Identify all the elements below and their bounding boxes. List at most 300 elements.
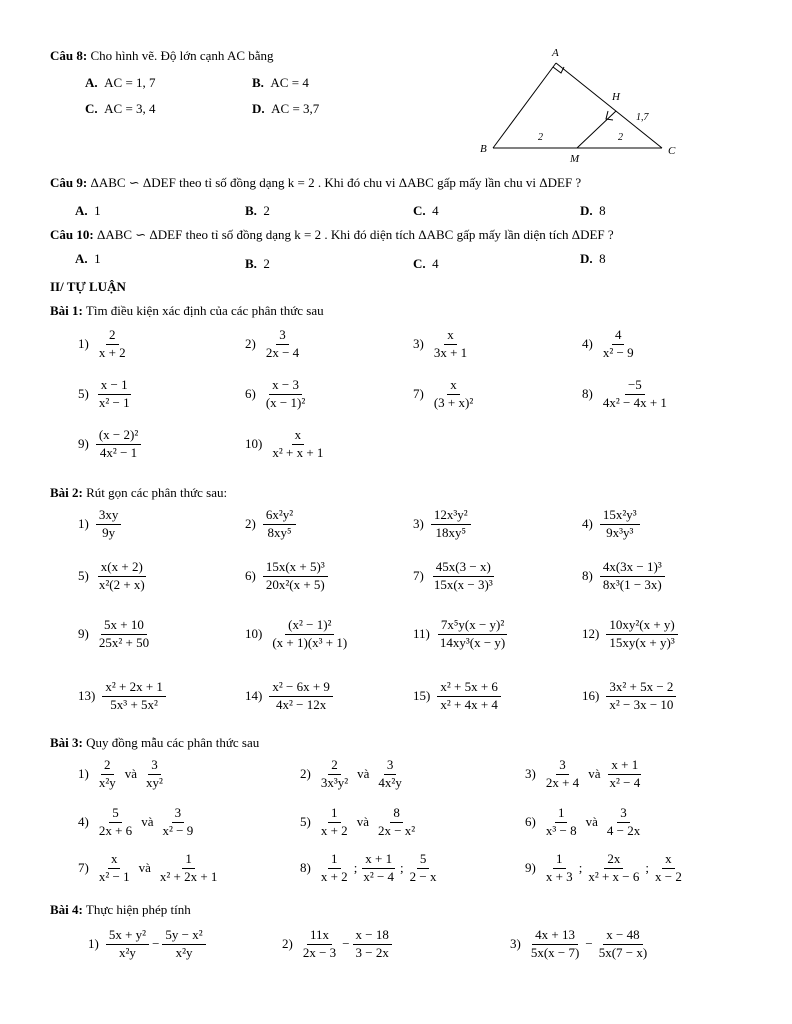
numerator: 3: [617, 806, 630, 823]
denominator: x² + x − 6: [588, 868, 640, 884]
item-number: 6): [245, 568, 256, 584]
bai1-item: [582, 328, 640, 361]
numerator: x + 1: [608, 758, 641, 775]
fraction: [375, 806, 418, 839]
length-hc: 1,7: [636, 112, 649, 123]
connector-word: và: [357, 766, 370, 782]
bai2-item: [413, 508, 474, 541]
triangle-figure: [470, 40, 690, 170]
numerator: 15x²y³: [600, 508, 640, 525]
denominator: 5x(7 − x): [598, 944, 648, 960]
numerator: x: [108, 852, 121, 869]
fraction: [652, 852, 685, 885]
q8-option-b[interactable]: [252, 75, 309, 91]
denominator: x + 2: [320, 868, 348, 884]
item-number: 12): [582, 626, 600, 642]
numerator: 3xy: [96, 508, 122, 525]
option-value: 2: [263, 203, 270, 218]
bai2-label: Bài 2:: [50, 485, 83, 500]
numerator: 3x² + 5x − 2: [606, 680, 676, 697]
q9-text: ΔABC ∽ ΔDEF theo tỉ số đồng dạng k = 2 . Khi đó chu vi ΔABC gấp mấy lần chu vi ΔDEF ?: [90, 175, 582, 190]
option-key: A.: [75, 203, 88, 218]
numerator: x: [447, 378, 460, 395]
bai3-item: [525, 758, 646, 791]
fraction: [596, 928, 651, 961]
denominator: x + 2: [98, 344, 126, 360]
denominator: 25x² + 50: [98, 634, 150, 650]
option-key: B.: [245, 203, 257, 218]
bai4-text: Thực hiện phép tính: [85, 902, 191, 917]
q9-option-b[interactable]: [245, 203, 270, 219]
item-number: 3): [525, 766, 536, 782]
numerator: x: [292, 428, 305, 445]
denominator: 2x − 4: [265, 344, 300, 360]
denominator: 3x + 1: [433, 344, 468, 360]
fraction: [360, 852, 397, 885]
length-mc: 2: [618, 132, 623, 143]
bai2-item: [78, 560, 151, 593]
item-number: 10): [245, 436, 263, 452]
bai2-heading: [50, 485, 227, 501]
operator: −: [152, 936, 160, 952]
option-key: B.: [252, 75, 264, 90]
numerator: 5: [417, 852, 430, 869]
fraction: [606, 758, 643, 791]
denominator: 2x + 6: [98, 822, 133, 838]
q9-option-c[interactable]: [413, 203, 439, 219]
denominator: 14xy³(x − y): [439, 634, 506, 650]
denominator: 4x²y: [378, 774, 402, 790]
vertex-label-m: M: [570, 153, 580, 165]
bai3-item: [300, 806, 421, 839]
option-key: B.: [245, 256, 257, 271]
fraction: [585, 852, 642, 885]
fraction: [318, 758, 351, 791]
fraction: [263, 328, 302, 361]
numerator: 2x: [604, 852, 623, 869]
item-number: 10): [245, 626, 263, 642]
item-number: 2): [245, 516, 256, 532]
numerator: 3: [148, 758, 161, 775]
fraction: [606, 680, 676, 713]
fraction: [263, 560, 328, 593]
fraction: [263, 378, 308, 411]
q10-label: Câu 10:: [50, 227, 94, 242]
numerator: 2: [101, 758, 114, 775]
denominator: xy²: [146, 774, 163, 790]
fraction: [159, 806, 196, 839]
fraction: [543, 852, 576, 885]
q8-text: Cho hình vẽ. Độ lớn cạnh AC bằng: [90, 48, 274, 63]
item-number: 3): [510, 936, 521, 952]
bai1-item: [245, 428, 329, 461]
fraction: [96, 758, 119, 791]
denominator: 9x³y³: [606, 524, 634, 540]
fraction: [96, 852, 133, 885]
q8-option-a[interactable]: [85, 75, 156, 91]
denominator: x² − 4: [609, 774, 641, 790]
option-value: AC = 3,7: [271, 101, 320, 116]
fraction: [96, 378, 133, 411]
q9-stem: [50, 175, 581, 191]
fraction: [353, 928, 392, 961]
bai2-item: [245, 680, 336, 713]
fraction: [600, 560, 665, 593]
item-number: 1): [78, 336, 89, 352]
option-key: C.: [85, 101, 98, 116]
fraction: [375, 758, 404, 791]
numerator: 4x(3x − 1)³: [600, 560, 665, 577]
bai3-item: [525, 852, 688, 885]
bai1-item: [78, 328, 132, 361]
denominator: x²y: [119, 944, 136, 960]
connector-word: và: [124, 766, 138, 782]
item-number: 1): [78, 516, 89, 532]
fraction: [407, 852, 440, 885]
item-number: 5): [78, 568, 89, 584]
fraction: [143, 758, 166, 791]
item-number: 5): [78, 386, 89, 402]
fraction: [431, 378, 476, 411]
bai1-item: [245, 328, 305, 361]
bai2-item: [78, 618, 155, 651]
item-number: 11): [413, 626, 430, 642]
fraction: [300, 928, 339, 961]
denominator: x² + x + 1: [272, 444, 324, 460]
option-key: D.: [252, 101, 265, 116]
item-number: 6): [245, 386, 256, 402]
fraction: [600, 508, 640, 541]
numerator: 3: [172, 806, 185, 823]
numerator: 2: [328, 758, 341, 775]
fraction: [543, 758, 582, 791]
fraction: [269, 428, 326, 461]
bai3-item: [300, 852, 443, 885]
denominator: (x + 1)(x³ + 1): [272, 634, 348, 650]
denominator: 4x² − 4x + 1: [602, 394, 667, 410]
numerator: −5: [625, 378, 645, 395]
denominator: (3 + x)²: [433, 394, 474, 410]
fraction: [600, 328, 637, 361]
numerator: 5x + 10: [101, 618, 147, 635]
bai4-item: [510, 928, 653, 961]
q9-label: Câu 9:: [50, 175, 88, 190]
connector-word: và: [585, 814, 598, 830]
denominator: x² − 4: [363, 868, 395, 884]
bai4-label: Bài 4:: [50, 902, 83, 917]
bai2-item: [78, 508, 124, 541]
item-number: 3): [413, 516, 424, 532]
numerator: 7x⁵y(x − y)²: [438, 618, 507, 635]
numerator: x² + 5x + 6: [437, 680, 501, 697]
numerator: 5x + y²: [106, 928, 149, 945]
option-key: C.: [413, 256, 426, 271]
side-ab: [493, 63, 556, 148]
separator: ;: [353, 860, 358, 876]
bai1-item: [78, 378, 136, 411]
denominator: x² − 9: [602, 344, 634, 360]
denominator: 5x³ + 5x²: [110, 696, 158, 712]
denominator: x + 2: [320, 822, 348, 838]
q8-option-d[interactable]: [252, 101, 319, 117]
vertex-label-h: H: [612, 91, 620, 103]
option-key: D.: [580, 203, 593, 218]
numerator: 2: [106, 328, 119, 345]
fraction: [269, 680, 333, 713]
bai3-item: [78, 806, 199, 839]
bai3-label: Bài 3:: [50, 735, 83, 750]
separator: ;: [645, 860, 649, 876]
numerator: x + 1: [362, 852, 395, 869]
numerator: (x − 2)²: [96, 428, 141, 445]
fraction: [263, 508, 296, 541]
denominator: 18xy⁵: [435, 524, 467, 540]
denominator: 2 − x: [409, 868, 437, 884]
numerator: 3: [384, 758, 397, 775]
vertex-label-a: A: [552, 47, 559, 59]
item-number: 4): [582, 336, 593, 352]
bai2-item: [582, 680, 679, 713]
option-value: AC = 1, 7: [104, 75, 156, 90]
numerator: 4: [612, 328, 625, 345]
bai3-heading: [50, 735, 259, 751]
denominator: 4x² − 1: [99, 444, 138, 460]
bai4-item: [88, 928, 209, 961]
denominator: 15xy(x + y)³: [609, 634, 675, 650]
bai1-text: Tìm điều kiện xác định của các phân thức sau: [85, 303, 324, 318]
item-number: 1): [78, 766, 89, 782]
segment-mh: [577, 111, 616, 148]
denominator: 2x + 4: [545, 774, 580, 790]
fraction: [162, 928, 205, 961]
denominator: (x − 1)²: [265, 394, 306, 410]
numerator: 1: [182, 852, 195, 869]
q10-option-d[interactable]: [580, 251, 606, 267]
numerator: x² − 6x + 9: [269, 680, 333, 697]
item-number: 3): [413, 336, 424, 352]
bai4-item: [282, 928, 395, 961]
denominator: 15x(x − 3)³: [433, 576, 493, 592]
bai2-item: [582, 560, 668, 593]
denominator: 8x³(1 − 3x): [602, 576, 662, 592]
numerator: 6x²y²: [263, 508, 296, 525]
numerator: 1: [328, 806, 341, 823]
bai2-item: [582, 508, 643, 541]
separator: ;: [400, 860, 404, 876]
item-number: 9): [78, 436, 89, 452]
option-value: 4: [432, 203, 439, 218]
numerator: 1: [553, 852, 566, 869]
numerator: x − 48: [603, 928, 642, 945]
q10-option-a[interactable]: [75, 251, 101, 267]
item-number: 9): [78, 626, 89, 642]
fraction: [528, 928, 583, 961]
item-number: 2): [245, 336, 256, 352]
bai3-item: [525, 806, 646, 839]
operator: −: [585, 936, 593, 952]
length-bm: 2: [538, 132, 543, 143]
denominator: x²y: [98, 774, 116, 790]
numerator: 15x(x + 5)³: [263, 560, 328, 577]
numerator: 5y − x²: [162, 928, 205, 945]
fraction: [604, 806, 643, 839]
option-key: C.: [413, 203, 426, 218]
item-number: 7): [413, 386, 424, 402]
numerator: 4x + 13: [532, 928, 578, 945]
option-key: D.: [580, 251, 593, 266]
item-number: 16): [582, 688, 600, 704]
item-number: 8): [582, 386, 593, 402]
numerator: x: [662, 852, 675, 869]
connector-word: và: [138, 860, 151, 876]
denominator: 9y: [102, 524, 116, 540]
fraction: [102, 680, 166, 713]
connector-word: và: [356, 814, 369, 830]
denominator: x³ − 8: [545, 822, 577, 838]
numerator: (x² − 1)²: [285, 618, 334, 635]
separator: ;: [578, 860, 583, 876]
denominator: x + 3: [545, 868, 573, 884]
option-value: 8: [599, 251, 606, 266]
numerator: 5: [109, 806, 122, 823]
bai1-item: [245, 378, 311, 411]
bai3-item: [78, 758, 169, 791]
side-ac: [556, 63, 662, 148]
item-number: 13): [78, 688, 96, 704]
fraction: [431, 560, 496, 593]
bai2-text: Rút gọn các phân thức sau:: [86, 485, 228, 500]
bai3-item: [78, 852, 223, 885]
denominator: x² + 2x + 1: [159, 868, 218, 884]
fraction: [318, 852, 351, 885]
operator: −: [342, 936, 350, 952]
numerator: 12x³y²: [431, 508, 471, 525]
fraction: [96, 428, 141, 461]
denominator: 4 − 2x: [606, 822, 641, 838]
option-value: 4: [432, 256, 439, 271]
connector-word: và: [588, 766, 601, 782]
fraction: [96, 560, 148, 593]
denominator: x² − 1: [98, 394, 130, 410]
numerator: x(x + 2): [98, 560, 146, 577]
fraction: [606, 618, 677, 651]
fraction: [106, 928, 149, 961]
bai2-item: [245, 618, 353, 651]
item-number: 2): [300, 766, 311, 782]
numerator: x² + 2x + 1: [102, 680, 166, 697]
option-key: A.: [85, 75, 98, 90]
q8-label: Câu 8:: [50, 48, 88, 63]
numerator: 3: [556, 758, 569, 775]
denominator: 4x² − 12x: [276, 696, 327, 712]
option-value: 1: [94, 251, 101, 266]
item-number: 4): [78, 814, 89, 830]
q10-option-b[interactable]: [245, 256, 270, 272]
item-number: 15): [413, 688, 431, 704]
bai2-item: [245, 560, 331, 593]
bai4-heading: [50, 902, 191, 918]
q10-option-c[interactable]: [413, 256, 439, 272]
denominator: x²y: [175, 944, 193, 960]
numerator: x − 1: [98, 378, 131, 395]
q8-option-c[interactable]: [85, 101, 156, 117]
numerator: x − 3: [269, 378, 302, 395]
q8-stem: [50, 48, 274, 64]
numerator: 1: [555, 806, 568, 823]
denominator: 5x(x − 7): [530, 944, 580, 960]
bai1-label: Bài 1:: [50, 303, 83, 318]
numerator: 1: [328, 852, 341, 869]
vertex-label-b: B: [480, 143, 487, 155]
bai2-item: [413, 618, 511, 651]
item-number: 5): [300, 814, 311, 830]
q10-text: ΔABC ∽ ΔDEF theo tỉ số đồng dạng k = 2 . Khi đó diện tích ΔABC gấp mấy lần diện tích ΔDEF ?: [96, 227, 614, 242]
connector-word: và: [141, 814, 154, 830]
denominator: 3x³y²: [320, 774, 349, 790]
item-number: 4): [582, 516, 593, 532]
denominator: 2x − x²: [377, 822, 416, 838]
fraction: [96, 618, 152, 651]
item-number: 8): [582, 568, 593, 584]
item-number: 1): [88, 936, 99, 952]
bai1-item: [78, 428, 144, 461]
denominator: 3 − 2x: [355, 944, 389, 960]
denominator: x² − 3x − 10: [609, 696, 674, 712]
bai1-heading: [50, 303, 324, 319]
section-title: II/ TỰ LUẬN: [50, 279, 126, 294]
fraction: [437, 618, 508, 651]
bai3-text: Quy đồng mẫu các phân thức sau: [86, 735, 260, 750]
denominator: 2x − 3: [302, 944, 337, 960]
fraction: [96, 328, 129, 361]
fraction: [157, 852, 221, 885]
fraction: [96, 508, 122, 541]
numerator: x: [444, 328, 457, 345]
numerator: x − 18: [353, 928, 392, 945]
bai2-item: [245, 508, 299, 541]
bai1-item: [413, 328, 473, 361]
denominator: x² + 4x + 4: [440, 696, 498, 712]
item-number: 7): [413, 568, 424, 584]
numerator: 11x: [307, 928, 332, 945]
fraction: [318, 806, 351, 839]
item-number: 14): [245, 688, 263, 704]
numerator: 10xy²(x + y): [606, 618, 677, 635]
option-key: A.: [75, 251, 88, 266]
fraction: [600, 378, 670, 411]
denominator: x − 2: [655, 868, 682, 884]
item-number: 7): [78, 860, 89, 876]
fraction: [431, 328, 470, 361]
q9-option-a[interactable]: [75, 203, 101, 219]
fraction: [431, 508, 471, 541]
denominator: 8xy⁵: [267, 524, 292, 540]
numerator: 3: [276, 328, 289, 345]
option-value: 8: [599, 203, 606, 218]
fraction: [437, 680, 501, 713]
denominator: x² − 9: [162, 822, 194, 838]
numerator: 8: [390, 806, 403, 823]
vertex-label-c: C: [668, 145, 676, 157]
bai2-item: [582, 618, 681, 651]
fraction: [96, 806, 135, 839]
bai2-item: [78, 680, 169, 713]
denominator: 20x²(x + 5): [265, 576, 325, 592]
bai1-item: [413, 378, 479, 411]
q9-option-d[interactable]: [580, 203, 606, 219]
numerator: 45x(3 − x): [433, 560, 494, 577]
option-value: 1: [94, 203, 101, 218]
